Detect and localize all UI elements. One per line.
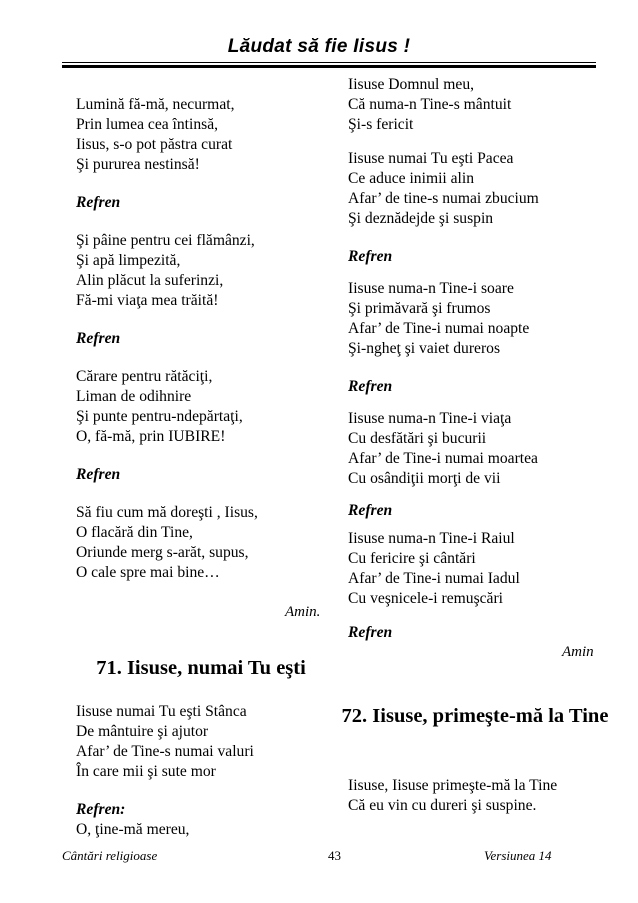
- stanza: [348, 529, 603, 609]
- verse-line: Că numa-n Tine-s mântuit: [348, 96, 512, 113]
- verse-line: Alin plăcut la suferinzi,: [76, 272, 224, 289]
- verse-line: Ce aduce inimii alin: [348, 170, 475, 187]
- verse-line: Cu fericire şi cântări: [348, 550, 476, 567]
- verse-line: Fă-mi viaţa mea trăită!: [76, 292, 219, 309]
- verse-line: O, fă-mă, prin IUBIRE!: [76, 428, 226, 445]
- verse-line: Iisuse numa-n Tine-i soare: [348, 280, 514, 297]
- verse-line: Şi-s fericit: [348, 116, 414, 133]
- verse-line: Că eu vin cu dureri şi suspine.: [348, 797, 537, 814]
- verse-line: Afar’ de tine-s numai zbucium: [348, 190, 539, 207]
- song-title: 72. Iisuse, primeşte-mă la Tine: [341, 705, 609, 727]
- verse-line: Iisuse numai Tu eşti Pacea: [348, 150, 514, 167]
- verse-line: Iisuse numa-n Tine-i Raiul: [348, 530, 515, 547]
- refrain-label: Refren: [76, 194, 121, 211]
- song-title: 71. Iisuse, numai Tu eşti: [96, 657, 306, 679]
- verse-line: Cărare pentru rătăciţi,: [76, 368, 213, 385]
- header-rule-thin: [62, 62, 596, 63]
- verse-line: Iisus, s-o pot păstra curat: [76, 136, 233, 153]
- refrain-label: Refren:: [76, 801, 126, 818]
- verse-line: Cu osândiţii morţi de vii: [348, 470, 501, 487]
- footer-book-title: Cântări religioase: [62, 848, 158, 863]
- verse-line: Oriunde merg s-arăt, supus,: [76, 544, 249, 561]
- verse-line: O cale spre mai bine…: [76, 564, 220, 581]
- verse-line: Afar’ de Tine-i numai noapte: [348, 320, 530, 337]
- verse-line: Prin lumea cea întinsă,: [76, 116, 219, 133]
- stanza: [76, 95, 326, 175]
- stanza: [76, 367, 326, 447]
- page-header-title: Lăudat să fie Iisus !: [227, 36, 411, 57]
- verse-line: De mântuire şi ajutor: [76, 723, 209, 740]
- verse-line: Iisuse numa-n Tine-i viaţa: [348, 410, 512, 427]
- song-71-body: [76, 702, 326, 840]
- stanza: [76, 702, 326, 782]
- stanza: [76, 231, 326, 311]
- verse-line: Afar’ de Tine-s numai valuri: [76, 743, 254, 760]
- verse-line: Cu desfătări şi bucurii: [348, 430, 487, 447]
- header-rule-thick: [62, 65, 596, 68]
- stanza: [348, 279, 603, 359]
- verse-line: Iisuse numai Tu eşti Stânca: [76, 703, 247, 720]
- verse-line: Iisuse Domnul meu,: [348, 76, 475, 93]
- verse-line: Să fiu cum mă doreşti , Iisus,: [76, 504, 258, 521]
- verse-line: În care mii şi sute mor: [76, 763, 216, 780]
- right-column: [348, 75, 603, 643]
- stanza: [348, 409, 603, 489]
- verse-line: Şi pururea nestinsă!: [76, 156, 200, 173]
- amen-text: Amin.: [285, 604, 321, 620]
- verse-line: Şi deznădejde şi suspin: [348, 210, 494, 227]
- verse-line: Afar’ de Tine-i numai moartea: [348, 450, 538, 467]
- verse-line: Şi-ngheţ şi vaiet dureros: [348, 340, 501, 357]
- stanza: [348, 149, 603, 229]
- verse-line: Şi punte pentru-ndepărtaţi,: [76, 408, 243, 425]
- refrain-label: Refren: [348, 624, 393, 641]
- refrain-label: Refren: [348, 248, 393, 265]
- verse-line: Iisuse, Iisuse primeşte-mă la Tine: [348, 777, 558, 794]
- verse-line: Afar’ de Tine-i numai Iadul: [348, 570, 520, 587]
- refrain-label: Refren: [76, 466, 121, 483]
- stanza: [76, 503, 326, 583]
- verse-line: Şi primăvară şi frumos: [348, 300, 491, 317]
- page-number: 43: [328, 848, 341, 863]
- verse-line: O flacără din Tine,: [76, 524, 193, 541]
- verse-line: Liman de odihnire: [76, 388, 192, 405]
- verse-line: O, ţine-mă mereu,: [76, 821, 190, 838]
- verse-line: Lumină fă-mă, necurmat,: [76, 96, 235, 113]
- amen-text: Amin: [562, 644, 594, 660]
- footer-version: Versiunea 14: [484, 848, 552, 863]
- refrain-label: Refren: [348, 378, 393, 395]
- verse-line: Şi apă limpezită,: [76, 252, 181, 269]
- song-72-body: [348, 776, 608, 816]
- verse-line: Şi pâine pentru cei flămânzi,: [76, 232, 255, 249]
- verse-line: Cu veşnicele-i remuşcări: [348, 590, 504, 607]
- refrain-label: Refren: [348, 502, 393, 519]
- refrain-label: Refren: [76, 330, 121, 347]
- stanza: [348, 75, 603, 135]
- left-column: [76, 95, 326, 601]
